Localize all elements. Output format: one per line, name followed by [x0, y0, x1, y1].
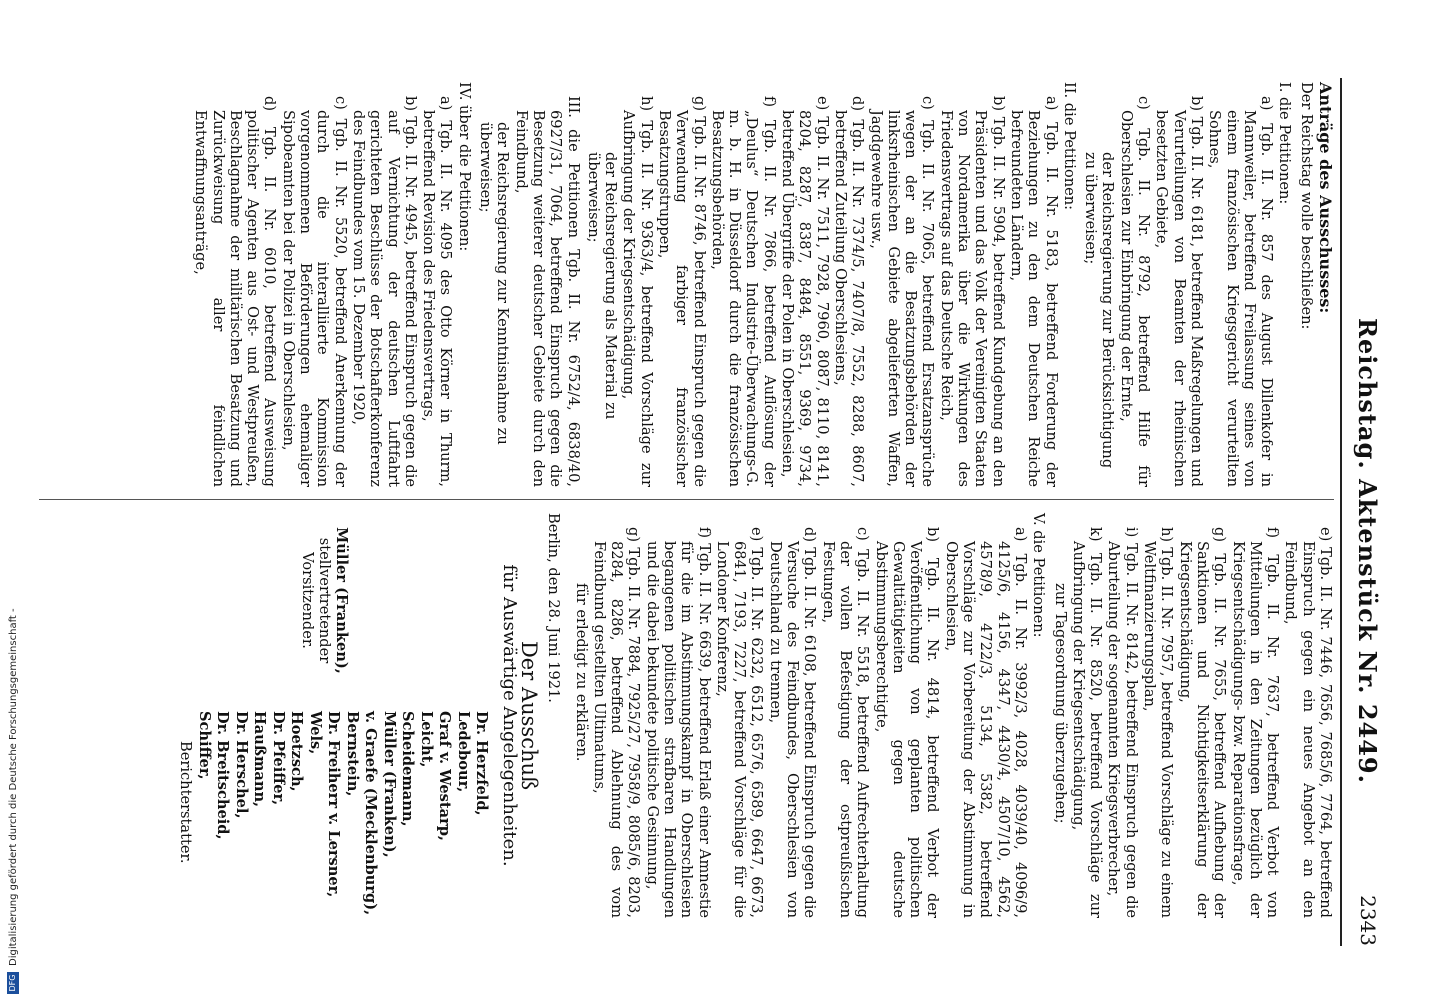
date-line: Berlin, den 28. Juni 1921. — [545, 513, 563, 703]
member-name: Dr. Herschel, — [232, 711, 250, 819]
petition-item: i) Tgb. II. Nr. 8142, betreffend Einspruch gegen die Aburteilung der sogenannten Kriegsverbrecher, — [1105, 527, 1140, 918]
petition-item: b) Tgb. II. Nr. 4945, betreffend Einspruch gegen die auf Vernichtung der deutschen Luftfahrt gerichteten Beschlüsse der Botschafterkonferenz des Feindbundes vom 15. Dezember 1920, — [349, 96, 419, 487]
section-4-action: zur Tagesordnung überzugehen; — [1051, 583, 1069, 824]
member-name: Scheidemann, — [399, 711, 417, 827]
section-1-title: I. die Petitionen: — [1276, 82, 1294, 205]
member-name: Hoetzsch, — [288, 711, 306, 792]
member-name: Graf v. Westarp, — [436, 711, 454, 842]
member-name: Wels, — [306, 711, 324, 755]
motion-intro: Der Reichstag wolle beschließen: — [1297, 82, 1315, 330]
committee-title: Der Ausschuß — [516, 640, 541, 791]
section-5-title: V. die Petitionen: — [1030, 513, 1048, 638]
petition-item: g) Tgb. II. Nr. 8746, betreffend Einspruch gegen die Verwendung farbiger französischer Besatzungstruppen, — [656, 96, 708, 487]
petition-item: b) Tgb. II. Nr. 6181, betreffend Maßregelungen und Verurteilungen von Beamten der rheinischen besetzten Gebiete, — [1153, 96, 1205, 487]
petition-item: c) Tgb. II. Nr. 5520, betreffend Anerkennung der durch die interalliierte Kommission vorgenommenen Beförderungen ehemaliger Sipobeamten bei der Polizei in Oberschlesien, — [279, 96, 349, 487]
right-column — [170, 513, 1334, 918]
petition-item: c) Tgb. II. Nr. 8792, betreffend Hilfe für Oberschlesien zur Einbringung der Ernte, — [1117, 96, 1153, 487]
member-name: Müller (Franken), — [380, 711, 398, 858]
petition-item: d) Tgb. II. Nr. 6108, betreffend Einspruch gegen die Versuche des Feindbundes, Oberschlesien von Deutschland zu trennen, — [766, 527, 819, 918]
petition-item: f) Tgb. II. Nr. 7637, betreffend Verbot von Mitteilungen in den Zeitungen bezüglich der Kriegsentschädigungs- bzw. Reparationsfrage, — [1229, 527, 1282, 918]
rapporteur-label: Berichterstatter. — [177, 741, 195, 864]
vice-chair-block — [298, 513, 350, 688]
funding-footer — [0, 0, 28, 1000]
petition-item: b) Tgb. II. Nr. 5904, betreffend Kundgebung an den Präsidenten und das Volk der Vereinigten Staaten von Nordamerika über die Wirkungen des Friedensvertrags auf das Deutsche Reich, — [937, 96, 1007, 487]
page-header — [1352, 78, 1382, 946]
vice-chair-role: stellvertretender Vorsitzender. — [298, 537, 334, 664]
member-name: Schiffer, — [195, 711, 213, 780]
section-1-action: der Reichsregierung zur Berücksichtigung zu überweisen; — [1082, 152, 1117, 469]
member-name: Leicht, — [417, 711, 435, 768]
petition-item: c) Tgb. II. Nr. 5518, betreffend Aufrechterhaltung der vollen Befestigung der ostpreußischen Festungen, — [819, 527, 872, 918]
section-2-action: der Reichsregierung als Material zu überweisen; — [584, 152, 620, 420]
member-name: Haußmann, — [251, 711, 269, 808]
petition-item: d) Tgb. II. Nr. 6010, betreffend Ausweisung politischer Agenten aus Ost- und Westpreußen, Beschlagnahme der militärischen Besatzung und Zurückweisung aller feindlichen Entwaffnungsanträge, — [192, 96, 279, 487]
petition-item: a) Tgb. II. Nr. 4095 des Otto Körner in Thurm, betreffend Revision des Friedensvertrags, — [420, 96, 455, 487]
petition-item: a) Tgb. II. Nr. 5183, betreffend Forderung der Beziehungen zu den dem Deutschen Reiche befreundeten Ländern, — [1007, 96, 1060, 487]
dfg-logo: DFG — [7, 972, 19, 994]
member-name: Dr. Herzfeld, — [473, 711, 491, 816]
vice-chair-name: Müller (Franken), — [333, 527, 351, 674]
petition-item: g) Tgb. II. Nr. 7655, betreffend Aufhebung der Sanktionen und Nichtigkeitserklärung der Kriegsentschädigung, — [1176, 527, 1229, 918]
funding-text: Digitalisierung gefördert durch die Deutsche Forschungsgemeinschaft - — [8, 608, 19, 966]
member-name: Bernstein, — [343, 711, 361, 797]
petition-item: e) Tgb. II. Nr. 7446, 7656, 7685/6, 7764, betreffend Einspruch gegen ein neues Angebot an den Feindbund, — [1282, 527, 1334, 918]
member-name: Dr. Freiherr v. Lersner, — [325, 711, 343, 898]
petition-item: e) Tgb. II. Nr. 6232, 6512, 6576, 6589, 6647, 6673, 6841, 7193, 7227, betreffend Vorschläge für die Londoner Konferenz, — [713, 527, 766, 918]
petition-item: a) Tgb. II. Nr. 3992/3, 4028, 4039/40, 4096/9, 4125/6, 4156, 4347, 4430/4, 4507/10, 4562, 4578/9, 4722/3, 5134, 5382, betreffend Vorschläge zur Vorbereitung der Abstimmung in Oberschlesien, — [942, 527, 1029, 918]
member-name: Ledebour, — [454, 711, 472, 793]
section-3-action: der Reichsregierung zur Kenntnisnahme zu überweisen; — [477, 122, 512, 445]
header-rule — [1340, 78, 1342, 946]
left-column — [191, 82, 1334, 487]
member-name: Dr. Breitscheid, — [214, 711, 232, 840]
column-divider — [39, 499, 1334, 500]
committee-subtitle: für Auswärtige Angelegenheiten. — [498, 564, 520, 867]
motion-heading: Anträge des Ausschusses: — [1316, 82, 1335, 314]
petition-item: e) Tgb. II. Nr. 7511, 7928, 7960, 8087, 8110, 8141, 8204, 8287, 8387, 8484, 8551, 9369, 9734, betreffend Übergriffe der Polen in Oberschlesien, — [779, 96, 831, 487]
petition-item: h) Tgb. II. Nr. 7957, betreffend Vorschläge zu einem Weltfinanzierungsplan, — [1141, 527, 1176, 918]
petition-item: a) Tgb. II. Nr. 857 des August Dillenkofer in Mannweiler, betreffend Freilassung seines von einem französischen Kriegsgericht verurteilten Sohnes, — [1206, 96, 1276, 487]
page-number: 2343 — [1356, 895, 1380, 946]
section-5-action: für erledigt zu erklären. — [572, 583, 590, 762]
petition-item: f) Tgb. II. Nr. 7866, betreffend Auflösung der „Deulus“ Deutschen Industrie-Überwachungs-G. m. b. H. in Düsseldorf durch die französischen Besatzungsbehörden, — [708, 96, 778, 487]
member-name: Dr. Pfeiffer, — [269, 711, 287, 806]
section-3-title: III. die Petitionen Tgb. II. Nr. 6752/4, 6838/40, 6927/31, 7064, betreffend Einspruch gegen die Besetzung weiterer deutscher Gebiete durch den Feindbund, — [512, 96, 582, 487]
petition-item: g) Tgb. II. Nr. 7884, 7925/27, 7958/9, 8085/6, 8203, 8284, 8286, betreffend Ablehnung des vom Feindbund gestellten Ultimatums, — [590, 527, 643, 918]
signature-block — [170, 513, 490, 918]
petition-item: f) Tgb. II. Nr. 6639, betreffend Erlaß einer Amnestie für die im Abstimmungskampf in Oberschlesien begangenen politischen strafbaren Handlungen und die dabei bekundete politische Gesinnung, — [643, 527, 713, 918]
petition-item: d) Tgb. II. Nr. 7374/5, 7407/8, 7552, 8288, 8607, betreffend Zuteilung Oberschlesiens, — [831, 96, 867, 487]
member-list — [176, 711, 491, 921]
member-name: v. Graefe (Mecklenburg), — [362, 711, 380, 916]
petition-item: h) Tgb. II. Nr. 9363/4, betreffend Vorschläge zur Aufbringung der Kriegsentschädigung, — [620, 96, 655, 487]
petition-item: b) Tgb. II. Nr. 4814, betreffend Verbot der Veröffentlichung von geplanten politischen Gewalttätigkeiten gegen deutsche Abstimmungsberechtigte, — [872, 527, 942, 918]
section-4-title: IV. über die Petitionen: — [455, 82, 473, 252]
section-2-title: II. die Petitionen: — [1060, 82, 1078, 211]
petition-item: c) Tgb. II. Nr. 7065, betreffend Ersatzansprüche wegen der an die Besatzungsbehörden der linksrheinischen Gebiete abgelieferten Waffen, Jagdgewehre usw., — [867, 96, 937, 487]
petition-item: k) Tgb. II. Nr. 8520, betreffend Vorschläge zur Aufbringung der Kriegsentschädigung, — [1069, 527, 1105, 918]
page-title: Reichstag. Aktenstück Nr. 2449. — [1353, 318, 1382, 784]
